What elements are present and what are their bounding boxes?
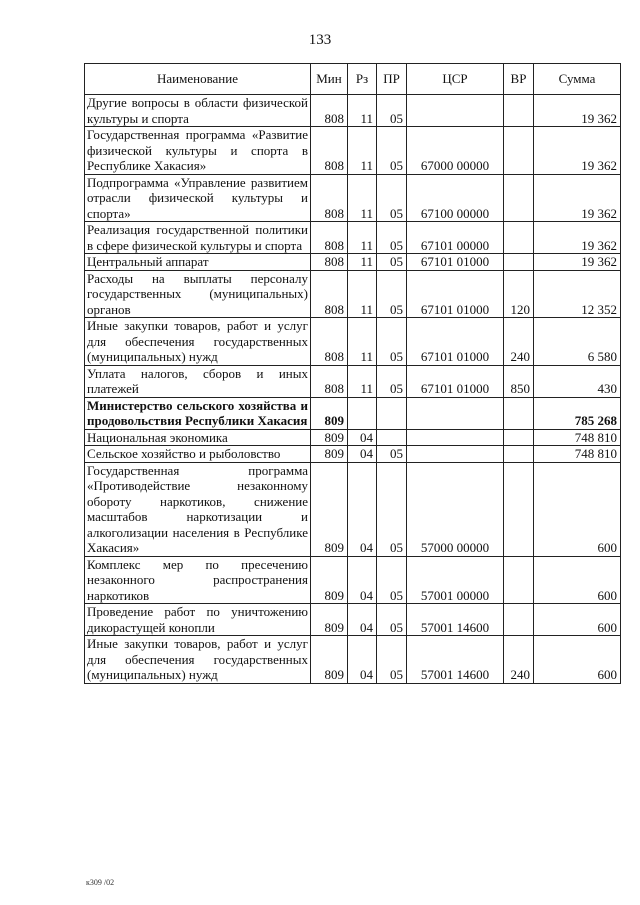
cell-csr: 67101 01000: [407, 270, 504, 318]
cell-vr: [504, 174, 534, 222]
cell-vr: [504, 429, 534, 446]
cell-vr: [504, 222, 534, 254]
cell-name: Государственная программа «Развитие физической культуры и спорта в Республике Хакасия»: [85, 127, 311, 175]
cell-min: 809: [311, 446, 348, 463]
header-name: Наименование: [85, 64, 311, 95]
cell-rz: 04: [348, 636, 377, 684]
cell-csr: 67101 01000: [407, 254, 504, 271]
cell-sum: 748 810: [534, 429, 621, 446]
cell-pr: 05: [377, 127, 407, 175]
cell-name: Иные закупки товаров, работ и услуг для обеспечения государственных (муниципальных) нужд: [85, 318, 311, 366]
cell-pr: 05: [377, 365, 407, 397]
cell-rz: 04: [348, 556, 377, 604]
cell-vr: [504, 556, 534, 604]
cell-sum: 600: [534, 462, 621, 556]
cell-csr: 57001 14600: [407, 636, 504, 684]
cell-csr: [407, 95, 504, 127]
cell-min: 809: [311, 604, 348, 636]
cell-vr: [504, 254, 534, 271]
cell-pr: [377, 429, 407, 446]
cell-pr: 05: [377, 318, 407, 366]
cell-sum: 19 362: [534, 222, 621, 254]
cell-name: Министерство сельского хозяйства и продовольствия Республики Хакасия: [85, 397, 311, 429]
cell-pr: 05: [377, 636, 407, 684]
cell-rz: 04: [348, 604, 377, 636]
table-row: [85, 365, 621, 397]
table-row: [85, 446, 621, 463]
cell-vr: [504, 446, 534, 463]
cell-csr: 67101 01000: [407, 365, 504, 397]
cell-min: 809: [311, 462, 348, 556]
cell-pr: [377, 397, 407, 429]
cell-rz: 04: [348, 446, 377, 463]
cell-rz: 11: [348, 95, 377, 127]
table-row: [85, 95, 621, 127]
header-min: Мин: [311, 64, 348, 95]
table-row: [85, 270, 621, 318]
cell-pr: 05: [377, 556, 407, 604]
cell-rz: 04: [348, 429, 377, 446]
budget-table: [84, 63, 621, 684]
cell-name: Центральный аппарат: [85, 254, 311, 271]
cell-pr: 05: [377, 604, 407, 636]
cell-vr: [504, 397, 534, 429]
cell-name: Расходы на выплаты персоналу государственных (муниципальных) органов: [85, 270, 311, 318]
table-row: [85, 604, 621, 636]
cell-csr: 67101 01000: [407, 318, 504, 366]
cell-csr: 67101 00000: [407, 222, 504, 254]
cell-min: 808: [311, 270, 348, 318]
table-row: [85, 318, 621, 366]
cell-name: Комплекс мер по пресечению незаконного распространения наркотиков: [85, 556, 311, 604]
page-number: 133: [308, 32, 332, 48]
table-row: [85, 254, 621, 271]
cell-min: 809: [311, 429, 348, 446]
cell-rz: 11: [348, 254, 377, 271]
cell-csr: [407, 446, 504, 463]
cell-vr: [504, 127, 534, 175]
table-row: [85, 174, 621, 222]
header-sum: Сумма: [534, 64, 621, 95]
cell-csr: 57000 00000: [407, 462, 504, 556]
cell-rz: 11: [348, 365, 377, 397]
cell-vr: [504, 95, 534, 127]
header-pr: ПР: [377, 64, 407, 95]
cell-name: Иные закупки товаров, работ и услуг для обеспечения государственных (муниципальных) нужд: [85, 636, 311, 684]
cell-sum: 19 362: [534, 127, 621, 175]
table-row: [85, 462, 621, 556]
cell-rz: [348, 397, 377, 429]
cell-pr: 05: [377, 222, 407, 254]
cell-sum: 600: [534, 636, 621, 684]
cell-vr: 240: [504, 318, 534, 366]
header-csr: ЦСР: [407, 64, 504, 95]
cell-csr: [407, 429, 504, 446]
table-row: [85, 429, 621, 446]
cell-rz: 04: [348, 462, 377, 556]
cell-sum: 430: [534, 365, 621, 397]
table-row: [85, 222, 621, 254]
cell-vr: 120: [504, 270, 534, 318]
cell-vr: 850: [504, 365, 534, 397]
cell-pr: 05: [377, 446, 407, 463]
cell-min: 808: [311, 127, 348, 175]
header-rz: Рз: [348, 64, 377, 95]
table-row: [85, 127, 621, 175]
cell-sum: 19 362: [534, 174, 621, 222]
cell-pr: 05: [377, 254, 407, 271]
cell-min: 808: [311, 318, 348, 366]
cell-sum: 785 268: [534, 397, 621, 429]
cell-min: 809: [311, 397, 348, 429]
cell-name: Подпрограмма «Управление развитием отрасли физической культуры и спорта»: [85, 174, 311, 222]
cell-csr: 57001 00000: [407, 556, 504, 604]
cell-rz: 11: [348, 270, 377, 318]
cell-pr: 05: [377, 95, 407, 127]
cell-pr: 05: [377, 270, 407, 318]
cell-csr: 67100 00000: [407, 174, 504, 222]
header-vr: ВР: [504, 64, 534, 95]
table-header-row: [85, 64, 621, 95]
cell-name: Уплата налогов, сборов и иных платежей: [85, 365, 311, 397]
cell-min: 808: [311, 254, 348, 271]
table-row: [85, 636, 621, 684]
cell-rz: 11: [348, 174, 377, 222]
cell-name: Государственная программа «Противодействие незаконному обороту наркотиков, снижение масштабов наркотизации и алкоголизации населения в Республике Хакасия»: [85, 462, 311, 556]
cell-sum: 19 362: [534, 95, 621, 127]
cell-min: 808: [311, 174, 348, 222]
cell-rz: 11: [348, 318, 377, 366]
cell-sum: 748 810: [534, 446, 621, 463]
cell-rz: 11: [348, 222, 377, 254]
cell-sum: 600: [534, 556, 621, 604]
cell-csr: 57001 14600: [407, 604, 504, 636]
cell-csr: [407, 397, 504, 429]
cell-vr: [504, 604, 534, 636]
cell-vr: [504, 462, 534, 556]
cell-min: 808: [311, 222, 348, 254]
cell-name: Сельское хозяйство и рыболовство: [85, 446, 311, 463]
cell-min: 808: [311, 365, 348, 397]
cell-min: 809: [311, 636, 348, 684]
cell-vr: 240: [504, 636, 534, 684]
cell-min: 808: [311, 95, 348, 127]
cell-sum: 12 352: [534, 270, 621, 318]
cell-name: Другие вопросы в области физической культуры и спорта: [85, 95, 311, 127]
cell-csr: 67000 00000: [407, 127, 504, 175]
cell-sum: 600: [534, 604, 621, 636]
cell-rz: 11: [348, 127, 377, 175]
cell-sum: 19 362: [534, 254, 621, 271]
table-row: [85, 556, 621, 604]
cell-min: 809: [311, 556, 348, 604]
cell-name: Реализация государственной политики в сфере физической культуры и спорта: [85, 222, 311, 254]
table-row: [85, 397, 621, 429]
cell-sum: 6 580: [534, 318, 621, 366]
cell-pr: 05: [377, 174, 407, 222]
cell-name: Проведение работ по уничтожению дикорастущей конопли: [85, 604, 311, 636]
footer-code: к309 /02: [86, 878, 115, 887]
cell-name: Национальная экономика: [85, 429, 311, 446]
cell-pr: 05: [377, 462, 407, 556]
